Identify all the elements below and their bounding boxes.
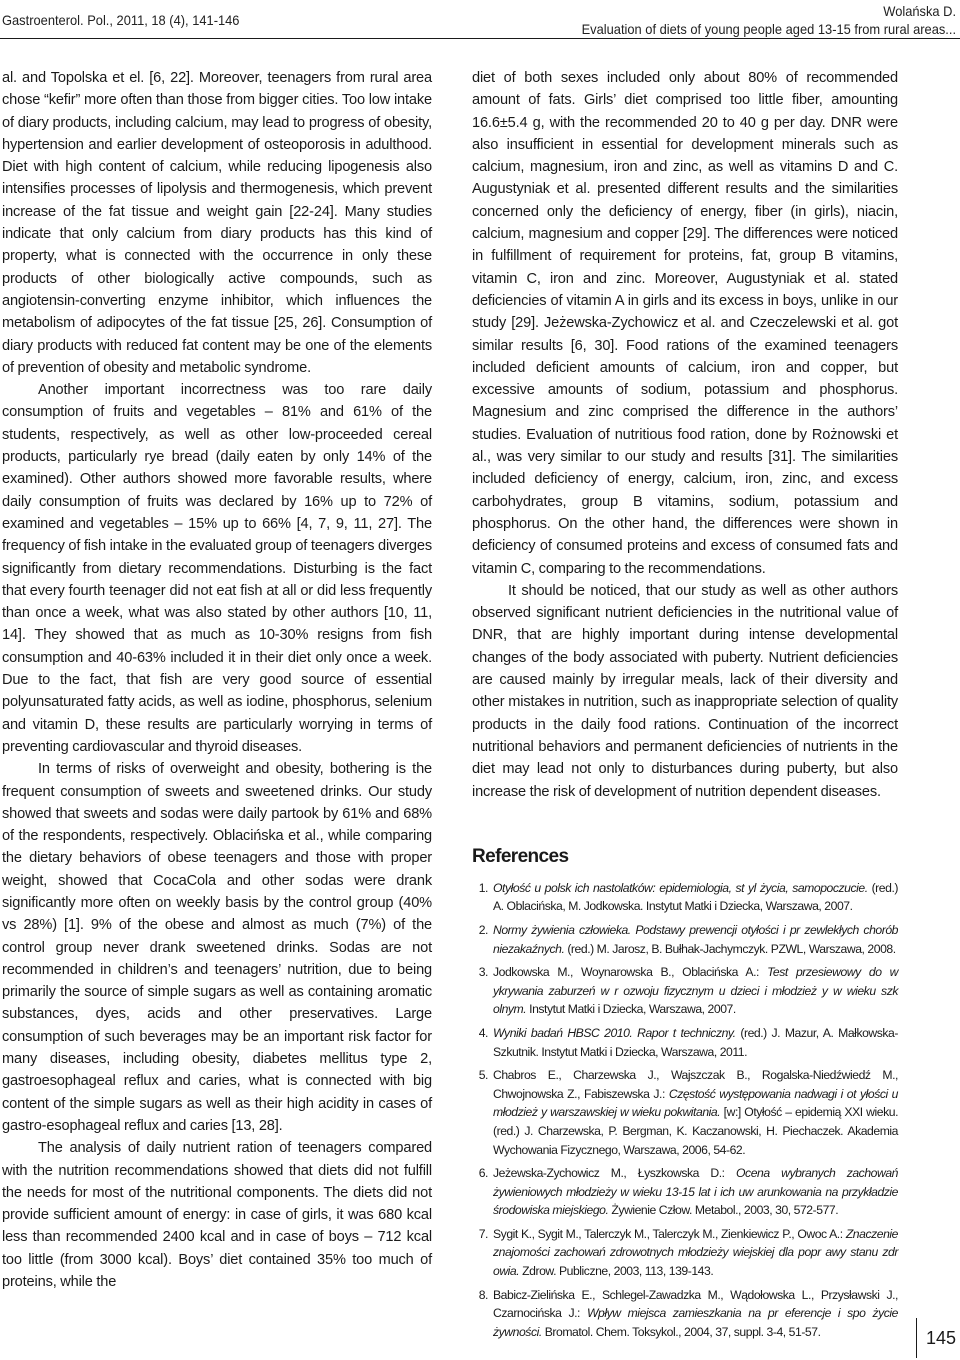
reference-item	[472, 963, 901, 1019]
reference-details: [w:] Otyłość – epidemią XXI wieku. (red.) J. Charzewska, P. Bergman, K. Kaczanowski, H. Piechaczek. Akademia Wychowania Fizycznego, Warszawa, 2006, 54-62.	[493, 1105, 901, 1157]
reference-title: Normy żywienia człowieka. Podstawy prewencji otyłości i pr zewlekłych chorób niezakaźnych.	[493, 922, 901, 956]
reference-title: Wpływ miejsca zamieszkania na pr eferencje i spo życie żywności.	[493, 1306, 901, 1339]
reference-item	[472, 1024, 898, 1061]
reference-authors: Sygit K., Sygit M., Talerczyk M., Talerczyk M., Zienkiewicz P., Owoc A.:	[493, 1226, 846, 1241]
reference-number: 4.	[478, 1025, 488, 1040]
reference-item	[472, 879, 901, 916]
left-column	[2, 67, 432, 1293]
reference-details: Zdrow. Publiczne, 2003, 113, 139-143.	[519, 1264, 714, 1279]
body-paragraph: Another important incorrectness was too rare daily consumption of fruits and vegetables – 81% and 61% of the students, respectively, as well as other low-proceeded cereal products, particularly rye bread (daily eaten by only 14% of the examined). Other authors showed more favorable results, where daily consumption of fruits was declared by 16% up to 72% of examined and vegetables – 15% up to 66% [4, 7, 9, 11, 27]. The frequency of fish intake in the evaluated group of teenagers diverges significantly from dietary recommendations. Disturbing is the fact that every fourth teenager did not eat fish at all or did less frequently than once a week, what was also stated by other authors [10, 11, 14]. They showed that as much as 10-30% resigns from fish consumption and 40-63% included it in their diet only once a week. Due to the fact, that fish are very good source of essential polyunsaturated fatty acids, as well as iodine, phosphorus, selenium and vitamin D, these results are particularly worrying in terms of preventing cardiovascular and thyroid diseases.	[2, 382, 432, 755]
reference-title: Wyniki badań HBSC 2010. Rapor t techniczny.	[493, 1025, 736, 1040]
reference-number: 3.	[478, 965, 488, 980]
body-paragraph: The analysis of daily nutrient ration of teenagers compared with the nutrition recommendations showed that diets did not fulfill the needs for most of the nutritional components. The diets did not provide sufficient amount of energy: in case of girls, it was 680 kcal less than recommended 2400 kcal and in case of boys – 712 kcal too little (from 3000 kcal). Boys’ diet contained 35% too much of proteins, while the	[2, 1140, 432, 1291]
header-title: Evaluation of diets of young people aged 13-15 from rural areas...	[581, 21, 956, 37]
reference-authors: Babicz-Zielińska E., Schlegel-Zawadzka M., Wądołowska L., Przysławski J., Czarnocińska J.:	[493, 1287, 901, 1321]
reference-authors: Jeżewska-Zychowicz M., Łyszkowska D.:	[493, 1166, 737, 1181]
reference-title: Otyłość u polsk ich nastolatków: epidemiologia, st yl życia, samopoczucie.	[493, 880, 868, 895]
reference-details: Bromatol. Chem. Toksykol., 2004, 37, suppl. 3-4, 51-57.	[541, 1324, 821, 1339]
page-number: 145	[916, 1318, 956, 1358]
right-column	[472, 67, 901, 1346]
reference-item	[472, 1066, 901, 1159]
body-paragraph: diet of both sexes included only about 80% of recommended amount of fats. Girls’ diet comprised too little fiber, amounting 16.6±5.4 g, with the recommended 20 to 40 g per day. DNR were also insufficient in essential for development minerals such as calcium, magnesium, iron and zinc, as well as vitamins D and C. Augustyniak et al. presented different results and the similarities concerned only the deficiency of energy, fiber (in girls), niacin, calcium, magnesium and copper [29]. The differences were noticed in fulfillment of requirement for proteins, fat, group B vitamins, vitamin C, iron and zinc. Moreover, Augustyniak et al. stated deficiencies of vitamin A in girls and its excess in boys, unlike in our study [29]. Jeżewska-Zychowicz et al. and Czeczelewski et al. got similar results [6, 30]. Food rations of the examined teenagers included deficient amounts of calcium, iron and copper, but excessive amounts of sodium, potassium and phosphorus. Magnesium and zinc comprised the difference in the authors’ studies. Evaluation of nutritious food ration, done by Rożnowski et al., was very similar to our study and results [31]. The similarities included deficiency of energy, calcium, iron, zinc, and excess carbohydrates, group B vitamins, sodium, potassium and phosphorus. On the other hand, the differences were shown in deficiency of consumed proteins and excess of consumed fats and vitamin C, comparing to the recommendations.	[472, 70, 898, 577]
body-paragraph: In terms of risks of overweight and obesity, bothering is the frequent consumption of sweets and sweetened drinks. Our study showed that sweets and sodas were daily partook by 61% and 68% of the respondents, respectively. Oblacińska et al., while comparing the dietary behaviors of obese teenagers and those with proper weight, showed that CocaCola and other sodas were drank significantly more often on weekly basis by the control group (40% vs 28%) [1]. 9% of the obese and almost as much (7%) of the control group never drank sweetened drinks. Sodas are not recommended in children’s and teenagers’ nutrition, due to being primarily the source of simple sugars as well as containing aromatic substances, dyes, acids and other preservatives. Large consumption of such beverages may be an important risk factor for many diseases, including obesity, diabetes mellitus type 2, gastroesophageal reflux and caries, what is connected with big content of the simple sugars as well as their high acidity in cases of gastro-esophageal reflux and caries [13, 28].	[2, 761, 432, 1134]
reference-number: 8.	[478, 1287, 488, 1302]
reference-title: Test przesiewowy do w ykrywania zaburzeń w r ozwoju fizycznym u dzieci i młodzież y w wieku szk olnym.	[493, 965, 901, 1017]
reference-details: (red.) A. Oblacińska, M. Jodkowska. Instytut Matki i Dziecka, Warszawa, 2007.	[493, 880, 901, 914]
reference-title: Częstość występowania nadwagi i ot yłości u młodzież y warszawskiej w wieku pokwitania.	[493, 1086, 901, 1120]
reference-item	[472, 1225, 901, 1281]
reference-title: Znaczenie znajomości zachowań zdrowotnych młodzieży wiejskiej dla popr awy stanu zdr owia.	[493, 1226, 901, 1279]
reference-number: 1.	[478, 880, 488, 895]
references-list	[472, 879, 901, 1342]
reference-authors: Jodkowska M., Woynarowska B., Oblacińska A.:	[493, 965, 768, 980]
references-heading: References	[472, 845, 569, 867]
header-rule	[0, 38, 960, 39]
reference-number: 2.	[478, 922, 488, 937]
reference-item	[472, 921, 901, 958]
reference-number: 6.	[478, 1166, 488, 1181]
reference-details: (red.) M. Jarosz, B. Bułhak-Jachymczyk. PZWL, Warszawa, 2008.	[564, 941, 896, 956]
header-author: Wolańska D.	[883, 3, 956, 19]
reference-title: Ocena wybranych zachowań żywieniowych młodzieży w wieku 13-15 lat i ich uw arunkowania na przykładzie środowiska miejskiego.	[493, 1166, 901, 1218]
body-paragraph: It should be noticed, that our study as well as other authors observed significant nutrient deficiencies in the nutritional value of DNR, that are highly important during intense developmental changes of the body associated with puberty. Nutrient deficiencies are caused mainly by irregular meals, lack of their diversity and other mistakes in nutrition, such as inappropriate selection of quality products in the daily food rations. Continuation of the incorrect nutritional behaviors and permanent deficiencies of nutrients in the diet may lead not only to disturbances during puberty, but also increase the risk of development of nutrition dependent diseases.	[472, 582, 898, 800]
reference-item	[472, 1164, 901, 1220]
reference-details: (red.) J. Mazur, A. Małkowska-Szkutnik. Instytut Matki i Dziecka, Warszawa, 2011.	[493, 1025, 898, 1059]
reference-details: Instytut Matki i Dziecka, Warszawa, 2007.	[526, 1002, 736, 1017]
body-paragraph: al. and Topolska et el. [6, 22]. Moreover, teenagers from rural area chose “kefir” more often than those from bigger cities. Too low intake of diary products, including calcium, may lead to progress of obesity, hypertension and earlier development of osteoporosis in adulthood. Diet with high content of calcium, while reducing lipogenesis also intensifies processes of lipolysis and thermogenesis, which prevent increase of the fat tissue and weight gain [22-24]. Many studies indicate that only calcium from diary products has this kind of property, what is connected with the occurrence in only these products of other biologically active compounds, such as angiotensin-converting enzyme inhibitor, which influences the metabolism of adipocytes of the fat tissue [25, 26]. Consumption of diary products with reduced fat content may be one of the elements of prevention of obesity and metabolic syndrome.	[2, 70, 432, 376]
reference-number: 7.	[478, 1226, 488, 1241]
reference-authors: Chabros E., Charzewska J., Wajszczak B., Rogalska-Niedźwiedź M., Chwojnowska Z., Fabiszewska J.:	[493, 1068, 901, 1101]
journal-citation: Gastroenterol. Pol., 2011, 18 (4), 141-146	[2, 12, 240, 28]
reference-number: 5.	[478, 1068, 488, 1083]
reference-details: Żywienie Człow. Metabol., 2003, 30, 572-577.	[608, 1203, 839, 1218]
reference-item	[472, 1286, 901, 1342]
running-header	[582, 2, 956, 38]
